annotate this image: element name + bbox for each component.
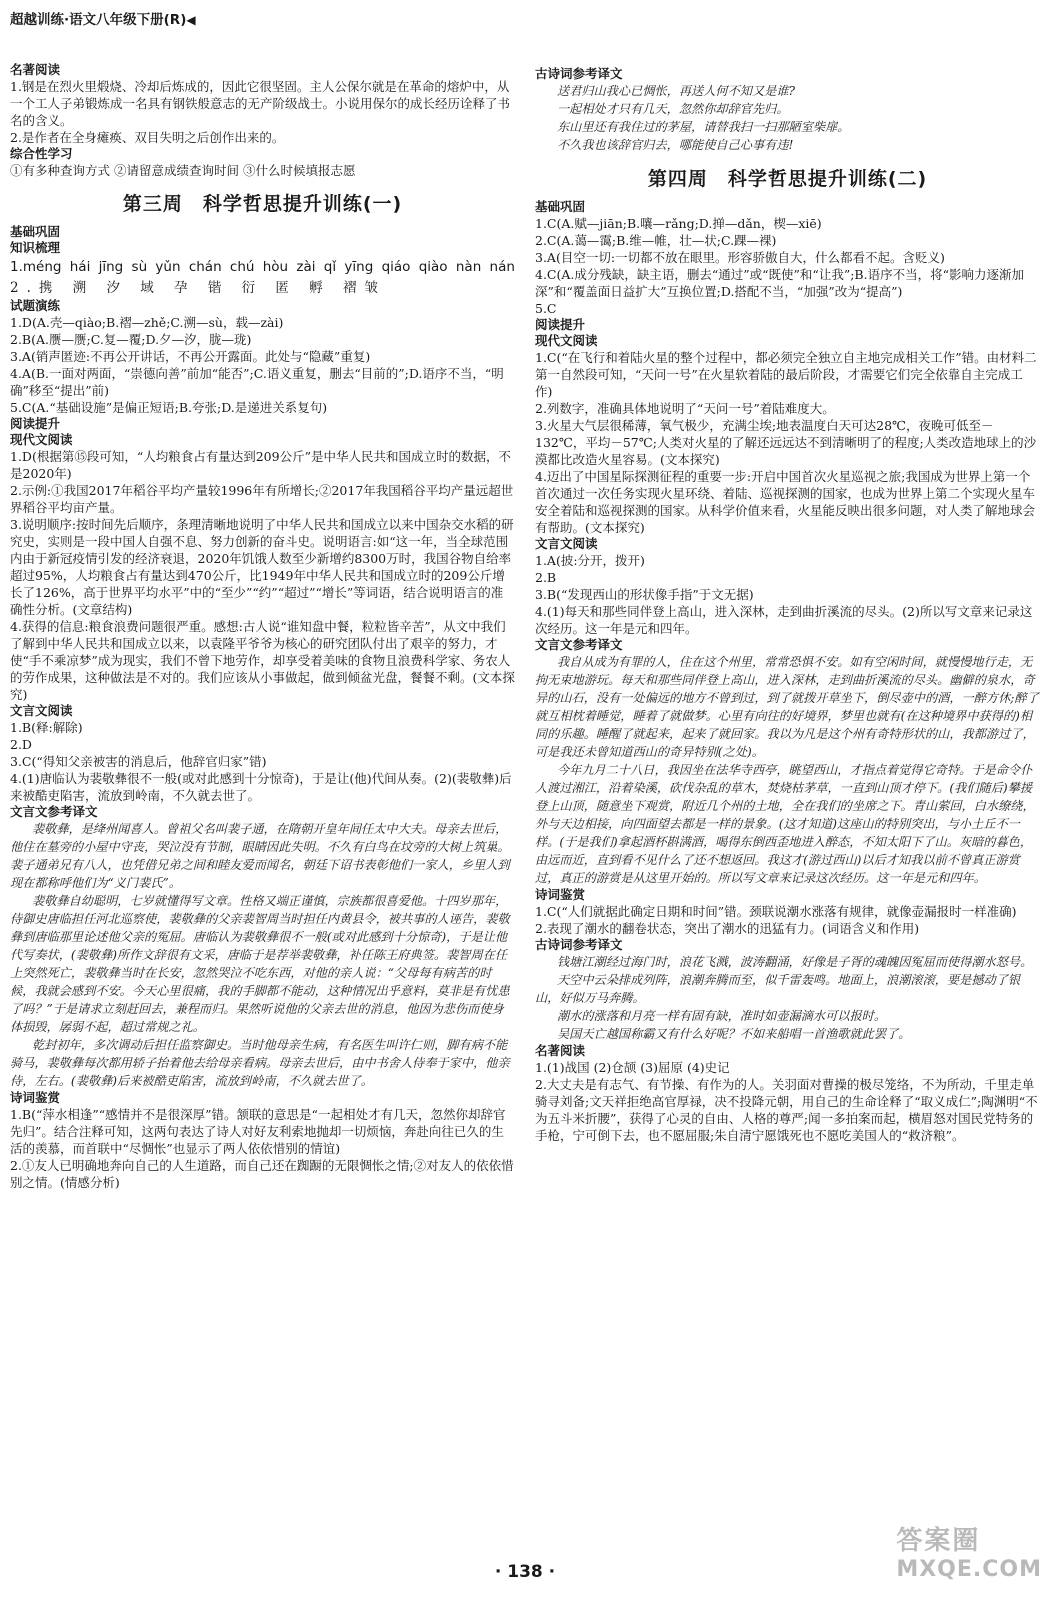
watermark-line2: MXQE.COM [896,1557,1042,1582]
left-top-block [10,62,515,179]
translation-paragraph: 乾封初年，多次调动后担任监察御史。当时他母亲生病，有名医生叫许仁则，脚有病不能骑马，裴敬彝每次都用轿子抬着他去给母亲看病。母亲去世后，由中书舍人侍奉于家中，他亲侍，左右。(裴敬彝)后来被酷吏陷害，流放到岭南，不久就去世了。 [10,1038,510,1088]
section-heading: 文言文参考译文 [535,637,623,652]
answer-line: 1.C(A.赋—jiān;B.嚷—rǎng;D.掸—dǎn，楔—xiē) [535,216,822,231]
header-title: 超越训练·语文八年级下册(R) [10,12,187,28]
answer-line: 3.说明顺序:按时间先后顺序，条理清晰地说明了中华人民共和国成立以来中国杂交水稻的研究史，实则是一段中国人自强不息、努力创新的奋斗史。说明语言:如“这一年，当全球范围内由于新冠疫情引发的经济衰退，2020年饥饿人数至少新增约8300万时，我国谷物自给率超过95%，人均粮食占有量达到470公斤，比1949年中华人民共和国成立时的209公斤增长了126%，高于世界平均水平”中的“至少”“约”“超过”“增长”等词语，结合说明语言的准确性分析。(文章结构) [10,517,514,617]
answer-line: 4.(1)唐临认为裴敬彝很不一般(或对此感到十分惊奇)，于是让(他)代间从奏。(2)(裴敬彝)后来被酷吏陷害，流放到岭南，不久就去世了。 [10,771,512,803]
section-heading: 名著阅读 [535,1043,586,1058]
translation-paragraph: 天空中云朵排成列阵，浪潮奔腾而至，似千雷轰鸣。地面上，浪潮滚滚，要是撼动了银山，好似万马奔腾。 [535,973,1021,1005]
section-heading: 阅读提升 [10,416,61,431]
answer-line: 1.A(披:分开，拨开) [535,553,645,568]
left-column [10,62,515,1552]
answer-line: 4.迈出了中国星际探测征程的重要一步:开启中国首次火星巡视之旅;我国成为世界上第一个首次通过一次任务实现火星环绕、着陆、巡视探测的国家，也成为世界上第二个实现火星车安全着陆和巡视探测的国家。从科学价值来看，火星能反映出很多问题，对人类了解地球会有帮助。(文本探究) [535,469,1036,535]
answer-line: 2.B(A.赝—赝;C.复—覆;D.夕—汐，胧—珑) [10,332,252,347]
section-heading: 知识梳理 [10,240,61,255]
translation-paragraph: 裴敬彝自幼聪明，七岁就懂得写文章。性格又端正谨慎，宗族都很喜爱他。十四岁那年，侍御史唐临担任河北巡察使，裴敬彝的父亲裴智周当时担任内黄县令，被共事的人诬告，裴敬彝到唐临那里论述他父亲的冤屈。唐临认为裴敬彝很不一般(或对此感到十分惊奇)，于是让他代写奏状，(裴敬彝)所作文辞很有文采，唐临于是荐举裴敬彝，补任陈王府典签。裴智周在任上突然死亡，裴敬彝当时在长安，忽然哭泣不吃东西，对他的亲人说：“父母每有病苦的时候，我就会感到不安。今天心里很痛，我的手脚都不能动，这种情况出乎意料，莫非是有忧患了吗？”于是请求立刻赶回去，兼程而归。果然听说他的父亲去世的消息，他因为悲伤而使身体损毁，孱弱不起，超过常规之礼。 [10,894,510,1034]
section-heading: 现代文阅读 [10,432,73,447]
page-header [10,8,196,28]
answer-line: 3.C(“得知父亲被害的消息后，他辞官归家”错) [10,754,267,769]
section-heading: 阅读提升 [535,317,586,332]
answer-line: 1.B(释:解除) [10,720,83,735]
answer-line: 5.C(A.“基础设施”是偏正短语;B.夸张;D.是递进关系复句) [10,400,328,415]
pinyin-line: 1.méng hái jīng sù yǔn chán chú hòu zài qǐ yīng qiáo qiào nàn nán [10,259,515,275]
translation-paragraph: 钱塘江潮经过海门时，浪花飞溅，波涛翻涌，好像是子胥的魂魄因冤屈而使得潮水怒号。 [556,955,1033,969]
section-heading: 诗词鉴赏 [10,1090,61,1105]
answer-line: 4.A(B.一面对两面，“崇德向善”前加“能否”;C.语义重复，删去“目前的”;D.语序不当，“明确”移至“提出”前) [10,366,504,398]
answer-line: 1.钢是在烈火里煅烧、冷却后炼成的，因此它很坚固。主人公保尔就是在革命的熔炉中，从一个工人子弟锻炼成一名具有钢铁般意志的无产阶级战士。小说用保尔的成长经历诠释了书名的含义。 [10,79,511,128]
section-heading: 文言文阅读 [10,703,73,718]
answer-line: 1.C(“人们就据此确定日期和时间”错。颈联说潮水涨落有规律，就像壶漏报时一样准确) [535,904,1017,919]
answer-line: 2.B [535,570,557,585]
translation-paragraph: 潮水的涨落和月亮一样有固有缺，准时如壶漏滴水可以报时。 [556,1009,887,1023]
section-heading: 名著阅读 [10,62,61,77]
answer-line: 1.(1)战国 (2)仓颉 (3)屈原 (4)史记 [535,1060,730,1075]
answer-line: 4.C(A.成分残缺，缺主语，删去“通过”或“既使”和“让我”;B.语序不当，将“影响力逐渐加深”和“覆盖面日益扩大”互换位置;D.搭配不当，“加强”改为“提高”) [535,267,1024,299]
translation-line: 不久我也该辞官归去，哪能使自己心事有违! [557,138,794,152]
answer-line: 5.C [535,301,557,316]
translation-paragraph: 今年九月二十八日，我因坐在法华寺西亭，眺望西山，才指点着觉得它奇特。于是命令仆人渡过湘江，沿着染溪，砍伐杂乱的草木，焚烧枯茅草，一直到山顶才停下。(我们随后)攀援登上山顶，随意坐下观赏，附近几个州的土地，全在我们的坐席之下。青山萦回，白水缭绕，外与天边相接，向四面望去都是一样的景象。(这才知道)这座山的特别突出，与小土丘不一样。(于是我们)拿起酒杯斟满酒，喝得东倒西歪地进入醉态，不知太阳下了山。灰暗的暮色，由远而近，直到看不见什么了还不想返回。我这才(游过西山)以后才知我以前不曾真正游赏过，真正的游赏是从这里开始的。所以写文章来记录这次经历。这一年是元和四年。 [535,763,1035,885]
answer-line: 2.①友人已明确地奔向自己的人生道路，而自己还在踟蹰的无限惆怅之情;②对友人的依依惜别之情。(情感分析) [10,1158,514,1190]
section-heading: 诗词鉴赏 [535,887,586,902]
answer-line: 2.表现了潮水的翻卷状态，突出了潮水的迅猛有力。(词语含义和作用) [535,921,920,936]
answer-line: 2.C(A.蔼—霭;B.维—帷，壮—状;C.踝—裸) [535,233,777,248]
answer-line: 1.B(“萍水相逢”“感情并不是很深厚”错。颔联的意思是“一起相处才有几天，忽然你却辞官先归”。结合注释可知，这两句表达了诗人对好友利索地抛却一切烦恼，奔赴向往已久的生活的羡慕，而首联中“尽惆怅”也显示了两人依依惜别的情谊) [10,1107,506,1156]
translation-line: 东山里还有我住过的茅屋，请替我扫一扫那陋室柴扉。 [557,120,850,134]
answer-line: 4.获得的信息:粮食浪费问题很严重。感想:古人说“谁知盘中餐，粒粒皆辛苦”，从文中我们了解到中华人民共和国成立以来，以袁隆平爷爷为核心的研究团队付出了艰辛的努力，才使“手不乘凉梦”成为现实，我们不曾下地劳作，却享受着美味的食物且浪费科学家、务农人的劳作成果，这种做法是不对的。我们应该从小事做起，做到倾盆光盘，餐餐不剩。(文本探究) [10,619,515,702]
section-heading: 古诗词参考译文 [535,66,623,81]
answer-line: 2.列数字，准确具体地说明了“天问一号”着陆难度大。 [535,401,835,416]
character-line: 2.携 溯 汐 域 孕 锴 衍 匿 孵 褶皱 [10,280,387,296]
answer-line: 3.A(目空一切:一切都不放在眼里。形容骄傲自大，什么都看不起。含贬义) [535,250,945,265]
section-title-week4: 第四周 科学哲思提升训练(二) [647,168,928,190]
header-marker-icon: ◀ [186,13,196,27]
translation-paragraph: 吴国天亡越国称霸又有什么好呢？不如来船唱一首渔歌就此罢了。 [556,1027,911,1041]
page-number: · 138 · [494,1562,556,1582]
answer-line: ①有多种查询方式 ②请留意成绩查询时间 ③什么时候填报志愿 [10,163,356,178]
section-heading: 现代文阅读 [535,333,598,348]
section-heading: 文言文参考译文 [10,804,98,819]
section-heading: 基础巩固 [535,199,586,214]
answer-line: 4.(1)每天和那些同伴登上高山，进入深林，走到曲折溪流的尽头。(2)所以写文章来记录这次经历。这一年是元和四年。 [535,604,1033,636]
translation-line: 送君归山我心已惆怅，再送人何不知又是谁? [557,84,796,98]
answer-line: 2.示例:①我国2017年稻谷平均产量较1996年有所增长;②2017年我国稻谷平均产量远超世界稻谷平均亩产量。 [10,483,514,515]
answer-line: 3.B(“发现西山的形状像手指”于文无据) [535,587,754,602]
right-column [535,66,1040,1556]
translation-line: 一起相处才只有几天，忽然你却辞官先归。 [557,102,789,116]
left-body-block [10,224,515,1191]
answer-line: 3.A(销声匿迹:不再公开讲话，不再公开露面。此处与“隐藏”重复) [10,349,371,364]
answer-line: 1.C(“在飞行和着陆火星的整个过程中，都必须完全独立自主地完成相关工作”错。由材料二第一自然段可知，“天问一号”在火星软着陆的最后阶段，才需要它们完全依靠自主完成工作) [535,350,1037,399]
answer-line: 1.D(根据第⑮段可知，“人均粮食占有量达到209公斤”是中华人民共和国成立时的数据，不是2020年) [10,449,511,481]
section-heading: 古诗词参考译文 [535,937,623,952]
translation-paragraph: 我自从成为有罪的人，住在这个州里，常常恐惧不安。如有空闲时间，就慢慢地行走，无拘无束地游玩。每天和那些同伴登上高山，进入深林，走到曲折溪流的尽头。幽僻的泉水，奇异的山石，没有一处偏远的地方不曾到过，到了就拨开草坐下，倒尽壶中的酒，一醉方休;醉了就互相枕着睡觉，睡着了就做梦。心里有向往的好境界，梦里也就有(在这种境界中获得的)相同的乐趣。睡醒了就起来，起来了就回家。我以为凡是这个州有奇特形状的山，我都游过了，可是我还未曾知道西山的奇异特别(之处)。 [535,655,1039,759]
answer-line: 1.D(A.壳—qiào;B.褶—zhě;C.溯—sù，载—zài) [10,315,284,330]
section-heading: 文言文阅读 [535,536,598,551]
watermark-logo [896,1520,1042,1582]
section-title-week3: 第三周 科学哲思提升训练(一) [122,193,403,215]
right-body-block [535,199,1040,1144]
section-heading: 基础巩固 [10,224,61,239]
translation-paragraph: 裴敬彝，是绛州闻喜人。曾祖父名叫裴子通，在隋朝开皇年间任太中大夫。母亲去世后，他住在墓旁的小屋中守丧，哭泣没有节制，眼睛因此失明。不久有白鸟在坟旁的大树上筑巢。裴子通弟兄有八人，也凭借兄弟之间和睦友爱而闻名，朝廷下诏书表彰他们一家人，乡里人到现在都称呼他们为“义门裴氏”。 [10,822,510,890]
answer-line: 2.D [10,737,32,752]
section-heading: 综合性学习 [10,146,73,161]
answer-line: 3.火星大气层很稀薄，氧气极少，充满尘埃;地表温度白天可达28℃，夜晚可低至－132℃，平均－57℃;人类对火星的了解还远远达不到清晰明了的程度;人类改造地球上的沙漠都比改造火星容易。(文本探究) [535,418,1037,467]
right-top-block [535,66,1040,154]
section-heading: 试题演练 [10,298,61,313]
watermark-line1: 答案圈 [896,1526,981,1556]
answer-line: 2.是作者在全身瘫痪、双目失明之后创作出来的。 [10,130,285,145]
answer-line: 2.大丈夫是有志气、有节操、有作为的人。关羽面对曹操的极尽笼络，不为所动，千里走单骑寻刘备;文天祥拒绝高官厚禄，决不投降元朝，用自己的生命诠释了“取义成仁”;陶渊明“不为五斗米折腰”，获得了心灵的自由、人格的尊严;闻一多拍案而起，横眉怒对国民党特务的手枪，宁可倒下去，也不愿屈服;朱自清宁愿饿死也不愿吃美国人的“救济粮”。 [535,1077,1038,1143]
